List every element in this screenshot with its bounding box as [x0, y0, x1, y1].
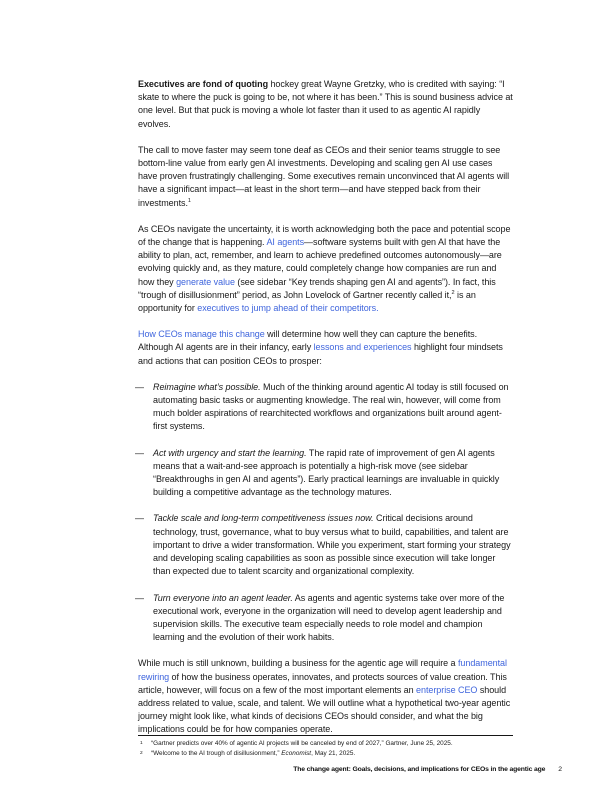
- bullet-tackle-scale: [135, 512, 513, 578]
- inline-link[interactable]: AI agents: [266, 237, 305, 248]
- page-number: 2: [558, 766, 562, 773]
- bullet-tackle-scale-text: [153, 512, 513, 578]
- footnote-marker: 1: [140, 741, 143, 746]
- inline-link[interactable]: generate value: [176, 276, 235, 287]
- text-run: Tackle scale and long-term competitiveness issues now.: [153, 513, 374, 524]
- text-run: highlight four mindsets and actions that can position CEOs to prosper:: [138, 342, 503, 366]
- paragraph-conclusion: [138, 657, 513, 736]
- text-run: The call to move faster may seem tone deaf as CEOs and their senior teams struggle to see bottom-line value from early gen AI investments. Developing and scaling gen AI use cases have proven frustratingly challenging. Some executives remain unconvinced that AI agents will have a significant impact—at least in the short term—and have stepped back from their investments.: [138, 144, 510, 208]
- bullet-dash-icon: —: [135, 592, 144, 603]
- text-run: “Gartner predicts over 40% of agentic AI projects will be canceled by end of 2027,” Gartner, June 25, 2025.: [151, 740, 453, 747]
- text-run: will determine how well they can capture the benefits. Although AI agents are in their infancy, early: [138, 329, 478, 353]
- text-run: —software systems built with gen AI that have the ability to plan, act, remember, and learn to achieve predefined outcomes autonomously—are evolving quickly and, as they mature, could completely change how companies are run and how they: [138, 237, 502, 287]
- paragraph-four-mindsets-lead: [138, 328, 513, 368]
- text-run: is an opportunity for: [138, 289, 476, 314]
- footnote-text: [151, 749, 513, 759]
- text-run: Reimagine what’s possible.: [153, 381, 261, 392]
- inline-link[interactable]: fundamental rewiring: [138, 658, 507, 682]
- text-run: Act with urgency and start the learning.: [153, 447, 307, 458]
- text-run: While much is still unknown, building a business for the agentic age will require a: [138, 658, 458, 669]
- bullet-reimagine: [135, 381, 513, 434]
- inline-link[interactable]: enterprise CEO: [416, 684, 478, 695]
- text-run: Turn everyone into an agent leader.: [153, 592, 293, 603]
- bullet-dash-icon: —: [135, 447, 144, 458]
- footnote-marker: 2: [140, 750, 143, 756]
- text-run: The rapid rate of improvement of gen AI agents means that a wait-and-see approach is potentially a high-risk move (see sidebar “Breakthroughs in gen AI and agents”). Early practical learnings are invaluable in quickly building a competitive advantage as the technology matures.: [153, 447, 500, 498]
- bullet-agent-leader-text: [153, 592, 513, 645]
- bullet-reimagine-text: [153, 381, 513, 434]
- text-run: Economist: [281, 749, 312, 757]
- text-run: Much of the thinking around agentic AI today is still focused on automating basic tasks or augmenting knowledge. The real win, however, will come from much bolder aspirations of rearchitected workflows and organizations built around agent-first systems.: [153, 381, 509, 432]
- bullet-dash-icon: —: [135, 381, 144, 392]
- footnote-text: [151, 739, 513, 749]
- paragraph-gretzky-intro: [138, 78, 513, 131]
- text-run: should address related to value, scale, and talent. We will outline what a hypothetical two-year agentic journey might look like, what kinds of decisions CEOs should consider, and what the big implications could be for how companies operate.: [138, 684, 511, 735]
- text-run: (see sidebar “Key trends shaping gen AI and agents”). In fact, this “trough of disillusionment” period, as John Lovelock of Gartner recently called it,: [138, 276, 496, 300]
- text-run: “Welcome to the AI trough of disillusionment,”: [151, 749, 282, 757]
- footnote-2: [138, 749, 513, 759]
- footnote-ref: 2: [451, 289, 455, 296]
- text-run: , May 21, 2025.: [311, 749, 356, 757]
- page-footer: [293, 766, 562, 773]
- text-run: Executives are fond of quoting: [138, 79, 269, 89]
- bullet-act-with-urgency: [135, 447, 513, 500]
- article-body: [135, 78, 513, 750]
- footnote-divider: [138, 735, 513, 736]
- running-footer-title: The change agent: Goals, decisions, and implications for CEOs in the agentic age: [293, 766, 546, 773]
- text-run: Critical decisions around technology, trust, governance, what to buy versus what to build, capabilities, and talent are important to drive a wider transformation. While you experiment, start forming your strategy and developing scaling capabilities as soon as possible since execution will take longer than expected due to talent scarcity and organizational complexity.: [153, 513, 511, 577]
- footnote-ref: 1: [187, 197, 191, 204]
- footnote-1: [138, 739, 513, 749]
- text-run: hockey great Wayne Gretzky, who is credited with saying: “I skate to where the puck is going to be, not where it has been.” This is sound business advice at one level. But that puck is moving a whole lot faster than it used to as agentic AI rapidly evolves.: [138, 79, 513, 129]
- text-run: As CEOs navigate the uncertainty, it is worth acknowledging both the pace and potential scope of the change that is happening.: [138, 223, 511, 248]
- bullet-dash-icon: —: [135, 513, 144, 524]
- paragraph-pace-and-scope: [138, 223, 513, 315]
- text-run: of how the business operates, innovates, and protects sources of value creation. This article, however, will focus on a few of the most important elements an: [138, 671, 507, 695]
- paragraph-tone-deaf: [138, 144, 513, 210]
- footnotes-section: [138, 735, 513, 758]
- inline-link[interactable]: lessons and experiences: [313, 342, 412, 353]
- inline-link[interactable]: How CEOs manage this change: [138, 329, 265, 340]
- bullet-act-with-urgency-text: [153, 447, 513, 500]
- text-run: As agents and agentic systems take over more of the executional work, everyone in the organization will need to develop agent leadership and supervision skills. The executive team especially needs to role model and champion learning and the evolution of their work habits.: [153, 592, 505, 643]
- inline-link[interactable]: executives to jump ahead of their competitors.: [197, 303, 379, 314]
- bullet-agent-leader: [135, 592, 513, 645]
